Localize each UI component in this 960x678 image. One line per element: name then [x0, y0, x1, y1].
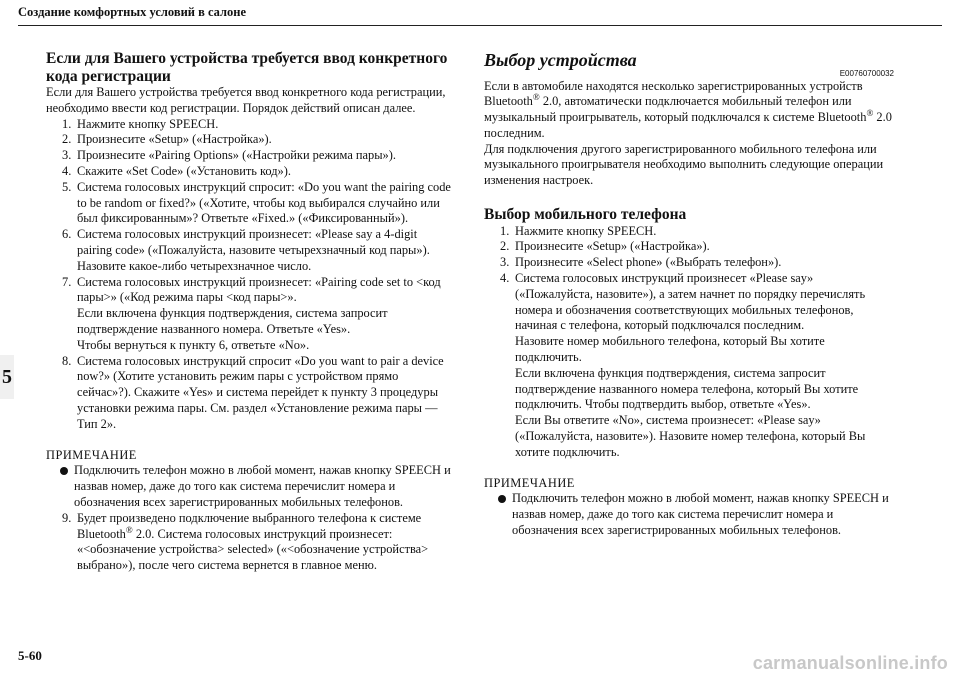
left-steps-continued — [46, 511, 451, 574]
list-item — [46, 164, 451, 180]
step-number: 2. — [62, 132, 72, 147]
right-subheading: Выбор мобильного телефона — [484, 206, 687, 224]
note-text: Подключить телефон можно в любой момент, нажав кнопку SPEECH и назвав номер, даже до того как система перечислит номера и обозначения всех зарегистрированных мобильных телефонов. — [484, 491, 894, 538]
list-item — [46, 275, 451, 354]
step-number: 7. — [62, 274, 72, 289]
step-text: Произнесите «Setup» («Настройка»). — [515, 239, 710, 254]
list-item — [46, 117, 451, 133]
right-heading: Выбор устройства — [484, 50, 637, 70]
left-steps — [46, 117, 451, 433]
list-item — [46, 227, 451, 274]
right-paragraph-1 — [484, 79, 894, 142]
step-text: Произнесите «Setup» («Настройка»). — [77, 132, 272, 147]
step-text: Скажите «Set Code» («Установить код»). — [77, 163, 291, 178]
list-item — [484, 271, 894, 461]
note-text: Подключить телефон можно в любой момент, нажав кнопку SPEECH и назвав номер, даже до того как система перечислит номера и обозначения всех зарегистрированных мобильных телефонов. — [46, 463, 451, 510]
text-run: Если в автомобиле находятся несколько зарегистрированных устройств Bluetooth — [484, 78, 863, 109]
step-number: 3. — [500, 255, 510, 270]
note-title: ПРИМЕЧАНИЕ — [46, 447, 137, 462]
step-number: 8. — [62, 353, 72, 368]
step-text: Система голосовых инструкций произнесет: «Please say a 4-digit pairing code» («Пожалуйста, назовите четырехзначный код пары»). Назовите какое-либо четырехзначное число. — [77, 227, 430, 273]
right-steps — [484, 224, 894, 461]
step-text: Нажмите кнопку SPEECH. — [515, 223, 657, 238]
step-number: 4. — [62, 163, 72, 178]
step-number: 1. — [500, 223, 510, 238]
step-number: 6. — [62, 227, 72, 242]
step-extra: Если включена функция подтверждения, система запросит подтверждение названного номера телефона, который Вы хотите подключить. Чтобы подтвердить выбор, ответьте «Yes». — [515, 365, 859, 412]
list-item — [46, 180, 451, 227]
header-rule — [18, 25, 942, 26]
registered-mark: ® — [866, 107, 874, 118]
step-extra: Если включена функция подтверждения, система запросит подтверждение названного номера. Ответьте «Yes». — [77, 306, 388, 336]
running-header: Создание комфортных условий в салоне — [18, 5, 247, 19]
page-number: 5-60 — [18, 648, 42, 663]
step-text: 2.0. Система голосовых инструкций произнесет: «<обозначение устройства> selected» («<обозначение устройства> выбрано»), после чего система вернется в главное меню. — [77, 526, 429, 573]
right-paragraph-2: Для подключения другого зарегистрированного мобильного телефона или музыкального проигрывателя необходимо выполнить следующие операции изменения настроек. — [484, 141, 884, 188]
step-number: 2. — [500, 239, 510, 254]
list-item — [46, 132, 451, 148]
step-extra: Назовите номер мобильного телефона, который Вы хотите подключить. — [515, 334, 825, 364]
step-extra: Если Вы ответите «No», система произнесет: «Please say» («Пожалуйста, назовите»). Назовите номер телефона, который Вы хотите подключить. — [515, 413, 866, 459]
section-code: E00760700032 — [839, 68, 894, 78]
note-title: ПРИМЕЧАНИЕ — [484, 475, 575, 490]
step-text: Система голосовых инструкций произнесет «Please say» («Пожалуйста, назовите»), а затем начнет по порядку перечислять номера и обозначения соответствующих мобильных телефонов, начиная с телефона, который подключался последним. — [515, 270, 866, 333]
watermark: carmanualsonline.info — [752, 653, 948, 673]
list-item — [46, 511, 451, 574]
list-item — [46, 354, 451, 433]
step-text: Будет произведено подключение выбранного телефона к системе Bluetooth — [77, 510, 422, 541]
text-run: 2.0 последним. — [484, 110, 892, 140]
step-extra: Чтобы вернуться к пункту 6, ответьте «No». — [77, 337, 310, 352]
left-column — [46, 50, 451, 574]
step-number: 5. — [62, 179, 72, 194]
registered-mark: ® — [532, 92, 540, 103]
step-number: 4. — [500, 270, 510, 285]
step-number: 9. — [62, 510, 72, 525]
right-column — [484, 50, 894, 539]
text-run: 2.0, автоматически подключается мобильный телефон или музыкальный проигрыватель, который подключался к системе Bluetooth — [484, 94, 867, 125]
registered-mark: ® — [125, 524, 133, 535]
left-intro: Если для Вашего устройства требуется ввод конкретного кода регистрации, необходимо ввести код регистрации. Порядок действий описан далее. — [46, 85, 446, 115]
list-item — [484, 255, 894, 271]
step-text: Система голосовых инструкций спросит «Do you want to pair a device now?» (Хотите установить режим пары с устройством прямо сейчас»?). Скажите «Yes» и система перейдет к пункту 3 процедуры установки режима пары. См. раздел «Установление режима пары — Тип 2». — [77, 353, 444, 431]
left-heading: Если для Вашего устройства требуется ввод конкретного кода регистрации — [46, 50, 448, 85]
list-item — [46, 148, 451, 164]
chapter-tab: 5 — [0, 355, 14, 399]
list-item — [484, 239, 894, 255]
step-text: Произнесите «Pairing Options» («Настройки режима пары»). — [77, 148, 396, 163]
step-text: Система голосовых инструкций спросит: «Do you want the pairing code to be random or fixed?» («Хотите, чтобы код выбирался случайно или был фиксированным»? Ответьте «Fixed.» («Фиксированный»). — [77, 179, 451, 226]
list-item — [484, 224, 894, 240]
step-text: Нажмите кнопку SPEECH. — [77, 116, 219, 131]
step-text: Произнесите «Select phone» («Выбрать телефон»). — [515, 255, 782, 270]
step-text: Система голосовых инструкций произнесет: «Pairing code set to <код пары>» («Код режима пары <код пары>». — [77, 274, 441, 305]
step-number: 1. — [62, 116, 72, 131]
step-number: 3. — [62, 148, 72, 163]
